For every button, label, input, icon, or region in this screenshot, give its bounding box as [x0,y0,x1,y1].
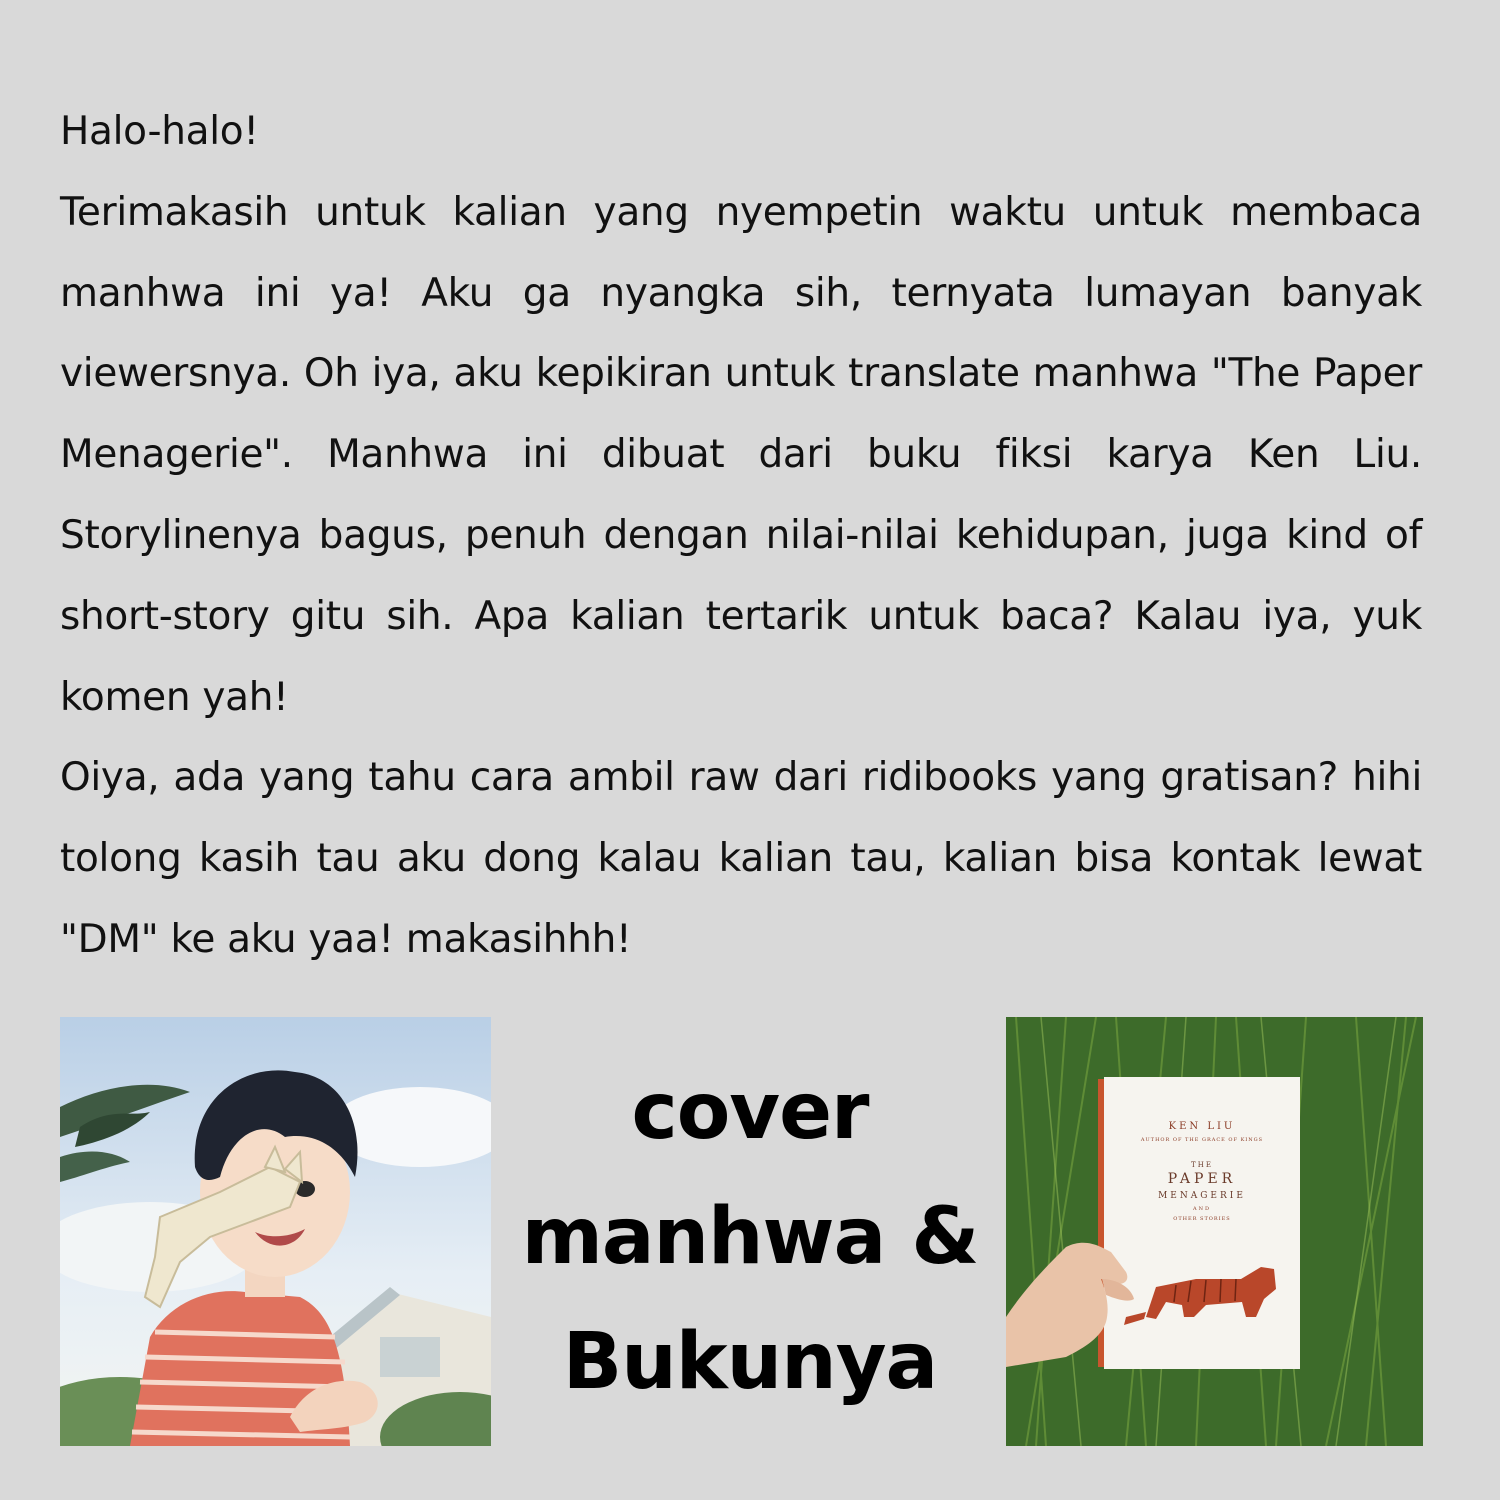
manhwa-illustration [60,1017,491,1446]
paragraph-thanks: Terimakasih untuk kalian yang nyempetin waktu untuk membaca manhwa ini ya! Aku ga nyangka sih, ternyata lumayan banyak viewersnya. Oh iya, aku kepikiran untuk translate manhwa "The Paper Menagerie". Manhwa ini dibuat dari buku fiksi karya Ken Liu. Storylinenya bagus, penuh dengan nilai-nilai kehidupan, juga kind of short-story gitu sih. Apa kalian tertarik untuk baca? Kalau iya, yuk komen yah! [60,189,1422,720]
paragraph-request: Oiya, ada yang tahu cara ambil raw dari ridibooks yang gratisan? hihi tolong kasih tau aku dong kalau kalian tau, kalian bisa kontak lewat "DM" ke aku yaa! makasihhh! [60,755,1422,962]
book-illustration [1006,1017,1423,1446]
book-title-3: MENAGERIE [1158,1191,1246,1201]
caption-line-2: manhwa & [521,1192,979,1282]
book-subtitle-2: OTHER STORIES [1173,1216,1231,1222]
intro-text [60,92,1422,981]
greeting: Halo-halo! [60,109,259,154]
caption-line-3: Bukunya [562,1317,938,1407]
manhwa-cover-image [60,1017,491,1446]
cover-caption [520,1050,980,1425]
book-author: KEN LIU [1168,1121,1236,1132]
book-title-2: PAPER [1167,1171,1237,1187]
book-tagline: AUTHOR OF THE GRACE OF KINGS [1140,1137,1264,1143]
caption-line-1: cover [631,1067,869,1157]
book-photo [1006,1017,1423,1446]
book-title-1: THE [1191,1161,1213,1169]
book-subtitle-1: AND [1193,1206,1211,1212]
